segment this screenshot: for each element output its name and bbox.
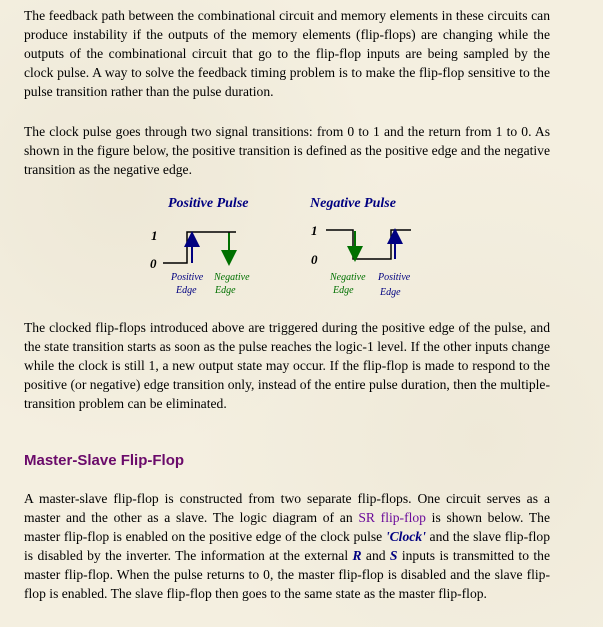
edge-label: Edge xyxy=(333,285,354,296)
text-fragment: and xyxy=(361,548,390,563)
level-low-label: 0 xyxy=(150,256,157,271)
paragraph-edge-triggering: The clocked flip-flops introduced above are triggered during the positive edge of the pulse, and the state transition starts as soon as the pulse reaches the logic-1 level. If the other inputs change while the clock is still 1, a new output state may occur. If the flip-flop is made to respond to the positive (or negative) edge transition only, instead of the entire pulse duration, then the multiple-transition problem can be eliminated. xyxy=(24,320,550,411)
edge-label: Positive xyxy=(378,272,411,283)
level-low-label: 0 xyxy=(311,252,318,267)
negative-pulse-title: Negative Pulse xyxy=(310,196,396,211)
edge-label: Negative xyxy=(214,272,250,283)
negative-pulse-waveform xyxy=(326,230,411,259)
edge-label: Edge xyxy=(176,285,197,296)
edge-label: Positive xyxy=(171,272,204,283)
level-high-label: 1 xyxy=(151,228,158,243)
negative-pulse-diagram xyxy=(309,196,411,298)
paragraph-master-slave xyxy=(24,489,550,603)
text-fragment: A master-slave flip-flop is constructed from two separate flip-flops. One circuit serves as a master and the other as a slave. The logic diagram of an xyxy=(24,491,550,525)
edge-label: Edge xyxy=(215,285,236,296)
clock-term: 'Clock' xyxy=(385,529,426,544)
r-input-term: R xyxy=(352,548,362,563)
edge-label: Edge xyxy=(380,287,401,298)
positive-pulse-diagram xyxy=(150,196,250,296)
paragraph-clock-transitions: The clock pulse goes through two signal transitions: from 0 to 1 and the return from 1 to 0. As shown in the figure below, the positive transition is defined as the positive edge and the negative transition as the negative edge. xyxy=(24,124,550,177)
edge-label: Negative xyxy=(330,272,366,283)
text-fragment: inputs is transmitted to the master flip-flop. When the pulse returns to 0, the master flip-flop is disabled and the slave flip-flop is enabled. The slave flip-flop then goes to the same state as the master flip-flop. xyxy=(24,548,550,601)
positive-pulse-title: Positive Pulse xyxy=(168,196,249,211)
paragraph-feedback: The feedback path between the combinational circuit and memory elements in these circuits can produce instability if the outputs of the memory elements (flip-flops) are changing while the outputs of the combinational circuit that go to the flip-flop inputs are being sampled by the clock pulse. A way to solve the feedback timing problem is to make the flip-flop sensitive to the pulse transition rather than the pulse duration. xyxy=(24,8,550,99)
positive-pulse-waveform xyxy=(163,232,236,263)
sr-flip-flop-link[interactable]: SR flip-flop xyxy=(358,510,426,525)
text-fragment: is shown below. The master flip-flop is enabled on the positive edge of the clock pulse xyxy=(24,510,550,544)
text-fragment: and the slave flip-flop is disabled by the inverter. The information at the external xyxy=(24,529,551,563)
s-input-term: S xyxy=(389,548,398,563)
level-high-label: 1 xyxy=(311,223,318,238)
section-heading: Master-Slave Flip-Flop xyxy=(24,452,185,469)
